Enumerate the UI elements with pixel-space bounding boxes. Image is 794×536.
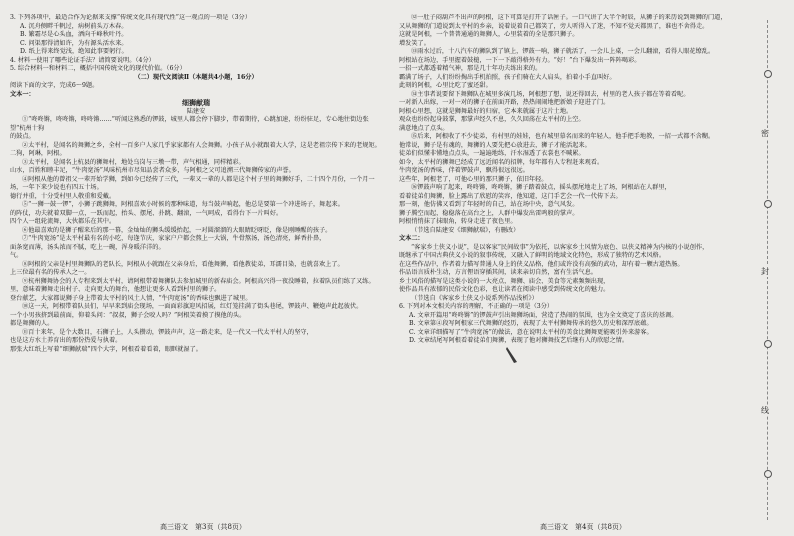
text-line: 二狗，阿琳，阿根。: [10, 150, 66, 157]
text-line: （节选自陆建安《细狮献瑞》，有删改）: [411, 226, 520, 234]
text-line: ⑭主事者说要留下舞狮队在城里多演几场，阿根想了想，说还得回去，村里的老人孩子都在等着看呢。: [411, 90, 690, 98]
text-line: 也是这方水土养育出的那份热爱与执着。: [10, 337, 122, 344]
binding-hole: [764, 470, 772, 478]
text-line: 6. 下列对本文相关内容的理解，不正确的一项是（3分）: [399, 303, 554, 310]
binding-margin: [758, 0, 778, 536]
text-line: 一个小男孩挤到最前面，仰着头问：“叔叔，狮子会咬人吗？”阿根笑着摸了摸他的头。: [10, 311, 246, 319]
text-line: 他常说，狮子是有魂的，舞狮的人要先把心放进去，狮子才能活起来。: [399, 141, 591, 149]
binding-hole: [764, 200, 772, 208]
text-line: 霸满了场子，人们纷纷掏出手机拍照，孩子们骑在大人肩头，拍着小手直叫好。: [399, 73, 616, 81]
text-line: 使作品具有浓郁的民俗文化色彩，也让读者在阅读中感受到传统文化的魅力。: [399, 286, 610, 293]
text-line: 5. 综合材料一和材料二，概括中国传统文化的现代价值。（6分）: [10, 65, 186, 72]
text-line: ⑫一肚子闷葫芦不出声的阿根，这下可算是打开了话匣子。一口气讲了大半个时辰，从狮子的来历说到舞狮的门道，: [411, 14, 727, 21]
text-line: 文本一：: [10, 90, 35, 98]
text-line: B. 繁霜尽是心头血，洒向千峰秋叶丹。: [20, 31, 128, 38]
text-line: 阿根悄悄抹了抹眼角，转身走进了夜色里。: [399, 218, 517, 225]
text-line: 都是舞狮的人。: [10, 320, 54, 327]
text-line: 又从舞狮的门道说到太平村的乡亲，说着说着自己都笑了，旁人听得入了迷，不知不觉天都黑了，谁也不舍得走。: [399, 22, 709, 30]
text-line: 作品语言质朴生动，方言俚语穿插其间，读来亲切自然，富有生活气息。: [399, 269, 597, 276]
text-line: 徒弟们似懂非懂地点点头，一遍遍地练，汗水湿透了衣裳也不喊累。: [399, 150, 585, 157]
text-line: ⑮后来，阿根收了不少徒弟，有村里的娃娃，也有城里慕名而来的年轻人，他手把手地教，一招一式都不含糊。: [411, 133, 715, 140]
text-line: D. 文章结尾写阿根看着徒弟们舞狮，表现了他对狮舞技艺后继有人的欣慰之情。: [409, 337, 629, 344]
text-line: 山水，百姓和睦丰足，“牛肉宽汤”风味杭州市尽知品尝者众多，与阿根之父可追溯三代舞狮传家的声誉。: [10, 167, 295, 174]
binding-hole: [764, 70, 772, 78]
text-line: 的阵仗，功夫就着双脚一点，一跃而起，抬头、摆尾、扑跳、翻滚，一气呵成，看得台下一片叫好。: [10, 209, 283, 217]
text-line: 登台献艺，大家都说狮子身上带着太平村的风土人情，“牛肉宽汤”的香味也飘进了城里。: [10, 294, 252, 302]
text-line: ②太平村，是闻名的舞狮之乡，全村一百多户人家几乎家家都有人会舞狮。小孩子从小就跟着大人学，这是老祖宗传下来的老规矩。: [22, 141, 381, 149]
text-line: 那一刻，他仿佛又看到了年轻时的自己，站在场中央，意气风发。: [399, 201, 579, 208]
left-page-column: [10, 14, 382, 514]
text-line: ⑬雨水过后，十八汽车的狮队到了镇上，锣鼓一响，狮子就活了，一会儿上桌，一会儿翻滚，看得人眼花缭乱。: [411, 48, 715, 55]
pen-mark: [505, 346, 519, 364]
text-line: 的鼓点。: [10, 133, 35, 140]
text-line: ⑧阿根的父亲是村里舞狮队的老队长，阿根从小就跟在父亲身后，看他舞狮，看他教徒弟，耳濡目染，也就喜欢上了。: [22, 260, 344, 268]
margin-char: 封: [761, 267, 769, 276]
text-line: ⑩这一天，阿根带着队员们，早早来到庙会现场，一面面彩旗迎风招展，红灯笼挂满了街头巷尾，锣鼓声、鞭炮声此起彼伏。: [22, 303, 363, 310]
text-line: （节选自《客家乡土侠义小说系列作品浅析》）: [411, 294, 538, 302]
text-line: （二）现代文阅读Ⅱ（本题共4小题，16分）: [134, 73, 258, 81]
text-line: 德行并重，十分受村里人敬重和爱戴。: [10, 192, 116, 200]
text-line: 满意地点了点头。: [399, 124, 449, 132]
text-line: 文本二：: [399, 235, 424, 242]
text-line: 阿根心里想，这就是狮舞最好的归宿，它本来就属于这片土地。: [399, 107, 573, 115]
text-line: ①“咚咚锵，咚咚锵，咚咚锵……”听闻这熟悉的锣鼓，城里人都会停下脚步，带着期待，心跳加速，纷纷驻足，专心地往街边张望“杭州十狗: [10, 116, 369, 132]
text-line: ③太平村，是闻名上杭县的狮舞村，地处乌岗与三墩一带，声气相通，同样精彩。: [22, 158, 245, 166]
text-line: 如今，太平村的狮舞已经成了远近闻名的招牌，每年都有人专程赶来观看。: [399, 158, 604, 166]
text-line: 阿根站在场边，手里握着鼓槌，一下一下敲得格外有力。“好！”台下爆发出一阵阵喝彩。: [399, 56, 641, 64]
left-page-footer: 高三语文 第3页（共8页）: [160, 523, 246, 531]
text-line: ⑤“一狮一鼓一锣”，小狮子跳狮舞，阿根喜欢小时候的那种味道，每当鼓声响起，他总是要第一个冲进场子，舞起来。: [22, 201, 344, 208]
margin-char: 线: [761, 406, 769, 415]
text-line: 牛肉宽汤的香味，伴着锣鼓声，飘得很远很远。: [399, 167, 529, 174]
text-line: D. 纸上得来终觉浅，绝知此事要躬行。: [20, 48, 128, 55]
text-line: 陆建安: [186, 107, 206, 115]
text-line: ⑨杭州狮舞协会的人专程来到太平村，请阿根带着舞狮队去参加城里的新春庙会。阿根高兴得一夜没睡着，拉着队员们练了又练。: [22, 277, 375, 285]
text-line: ⑪百十来年，是个大数目，石狮子上，人头攒动，锣鼓声声，这一路走来，是一代又一代太平村人的坚守，: [22, 328, 313, 336]
text-line: 那张大红纸上写着“细狮献瑞”四个大字，阿根看着看着，眼眶就湿了。: [10, 345, 202, 353]
text-line: 一对新人出嫁，一对一对的狮子在前面开路，热热闹闹地把新娘子迎进了门。: [399, 99, 610, 106]
text-line: 4. 材料一使用了哪些论证手法？请简要说明。（4分）: [10, 56, 155, 64]
text-line: 上三位最有名的传承人之一。: [10, 269, 91, 276]
text-line: A. 沉舟侧畔千帆过，病树前头万木春。: [20, 22, 128, 30]
text-line: 此刻的阿根，心里比吃了蜜还甜。: [399, 82, 492, 89]
text-line: ⑦“牛肉宽汤”是太平村最有名的小吃，每逢节庆，家家户户都会熬上一大锅，牛骨熬汤，汤色清亮，鲜香扑鼻，: [22, 235, 326, 242]
text-line: C. 文章详细描写了“牛肉宽汤”的做法，意在说明太平村的美食比狮舞更能吸引外来游客。: [409, 328, 653, 336]
text-line: 乡土风俗的描写是这类小说的一大亮点，舞狮、庙会、美食等元素频频出现，: [399, 277, 610, 285]
text-line: 里，意味着狮舞走出村子、走向更大的舞台，他想让更多人看到村里的狮子。: [10, 286, 221, 293]
text-line: 一招一式都透着精气神，那是几十年功夫练出来的。: [399, 65, 542, 72]
text-line: “客家乡土侠义小说”，是以客家“民间故事”为依托，以客家乡土风情为底色、以侠义精神为内核的小说创作，: [411, 243, 709, 251]
text-line: 狮子腾空而起，稳稳落在高台之上，人群中爆发出雷鸣般的掌声。: [399, 209, 579, 217]
text-line: ⑯锣鼓声响了起来，咚咚锵，咚咚锵，狮子踏着鼓点，摇头摆尾地走上了场，阿根站在人群里，: [411, 184, 671, 191]
text-line: B. 文章第④段写阿根家三代舞狮的经历，表现了太平村狮舞传承的悠久历史和深厚底蕴。: [409, 320, 653, 327]
text-line: 面条宽而薄，汤头浓而不腻，吃上一碗，浑身暖洋洋的。: [10, 243, 165, 251]
text-line: 看着徒弟们舞狮，脸上露出了欣慰的笑容，他知道，这门手艺会一代一代传下去。: [399, 192, 622, 200]
text-line: 这些年，阿根老了，可他心里的那只狮子，依旧年轻。: [399, 175, 548, 183]
text-line: 观众也纷纷起身鼓掌，那掌声经久不息，久久回荡在太平村的上空。: [399, 116, 585, 123]
text-line: 气。: [10, 252, 23, 259]
text-line: 四个人一组轮流舞，大伙都乐在其中。: [10, 218, 116, 225]
text-line: C. 问渠那得清如许，为有源头活水来。: [20, 39, 128, 47]
text-line: A. 文章开篇用“咚咚锵”的锣鼓声引出舞狮场面，营造了热闹的氛围，也为全文奠定了喜庆的基调。: [409, 311, 678, 319]
text-line: 既继承了中国古典侠义小说的叙事传统，又融入了鲜明的地域文化特色，形成了独特的艺术风格。: [399, 252, 666, 259]
text-line: 阅读下面的文字，完成6～9题。: [10, 82, 99, 89]
binding-hole: [764, 340, 772, 348]
margin-char: 密: [761, 129, 769, 138]
text-line: 增发笑了。: [399, 39, 430, 47]
right-page-footer: 高三语文 第4页（共8页）: [540, 523, 626, 531]
text-line: 细狮献瑞: [182, 98, 210, 107]
text-line: 3. 下列各项中，最适合作为论据来支撑“传统文化具有现代性”这一观点的一项是（3分）: [10, 14, 251, 21]
text-line: 在这些作品中，作者着力描写普通人身上的侠义品格，他们或许没有高强的武功，却有着一颗古道热肠。: [399, 260, 684, 268]
text-line: ④阿根从他的曾祖父一辈开始学狮，到如今已经传了三代，一辈又一辈的人都是这个村子里的舞狮好手，二十四个月份，一个月一场，一年下来少说也有四五十场。: [10, 175, 375, 191]
right-page-column: [399, 14, 745, 514]
text-line: 这就是阿根，一个普普通通的舞狮人，心里装着的全是那只狮子。: [399, 31, 579, 38]
text-line: ⑥他最喜欢的是狮子醒来后的那一幕，金灿灿的狮头缓缓抬起，一对圆溜溜的大眼睛眨呀眨，像是刚睡醒的孩子。: [22, 226, 332, 234]
